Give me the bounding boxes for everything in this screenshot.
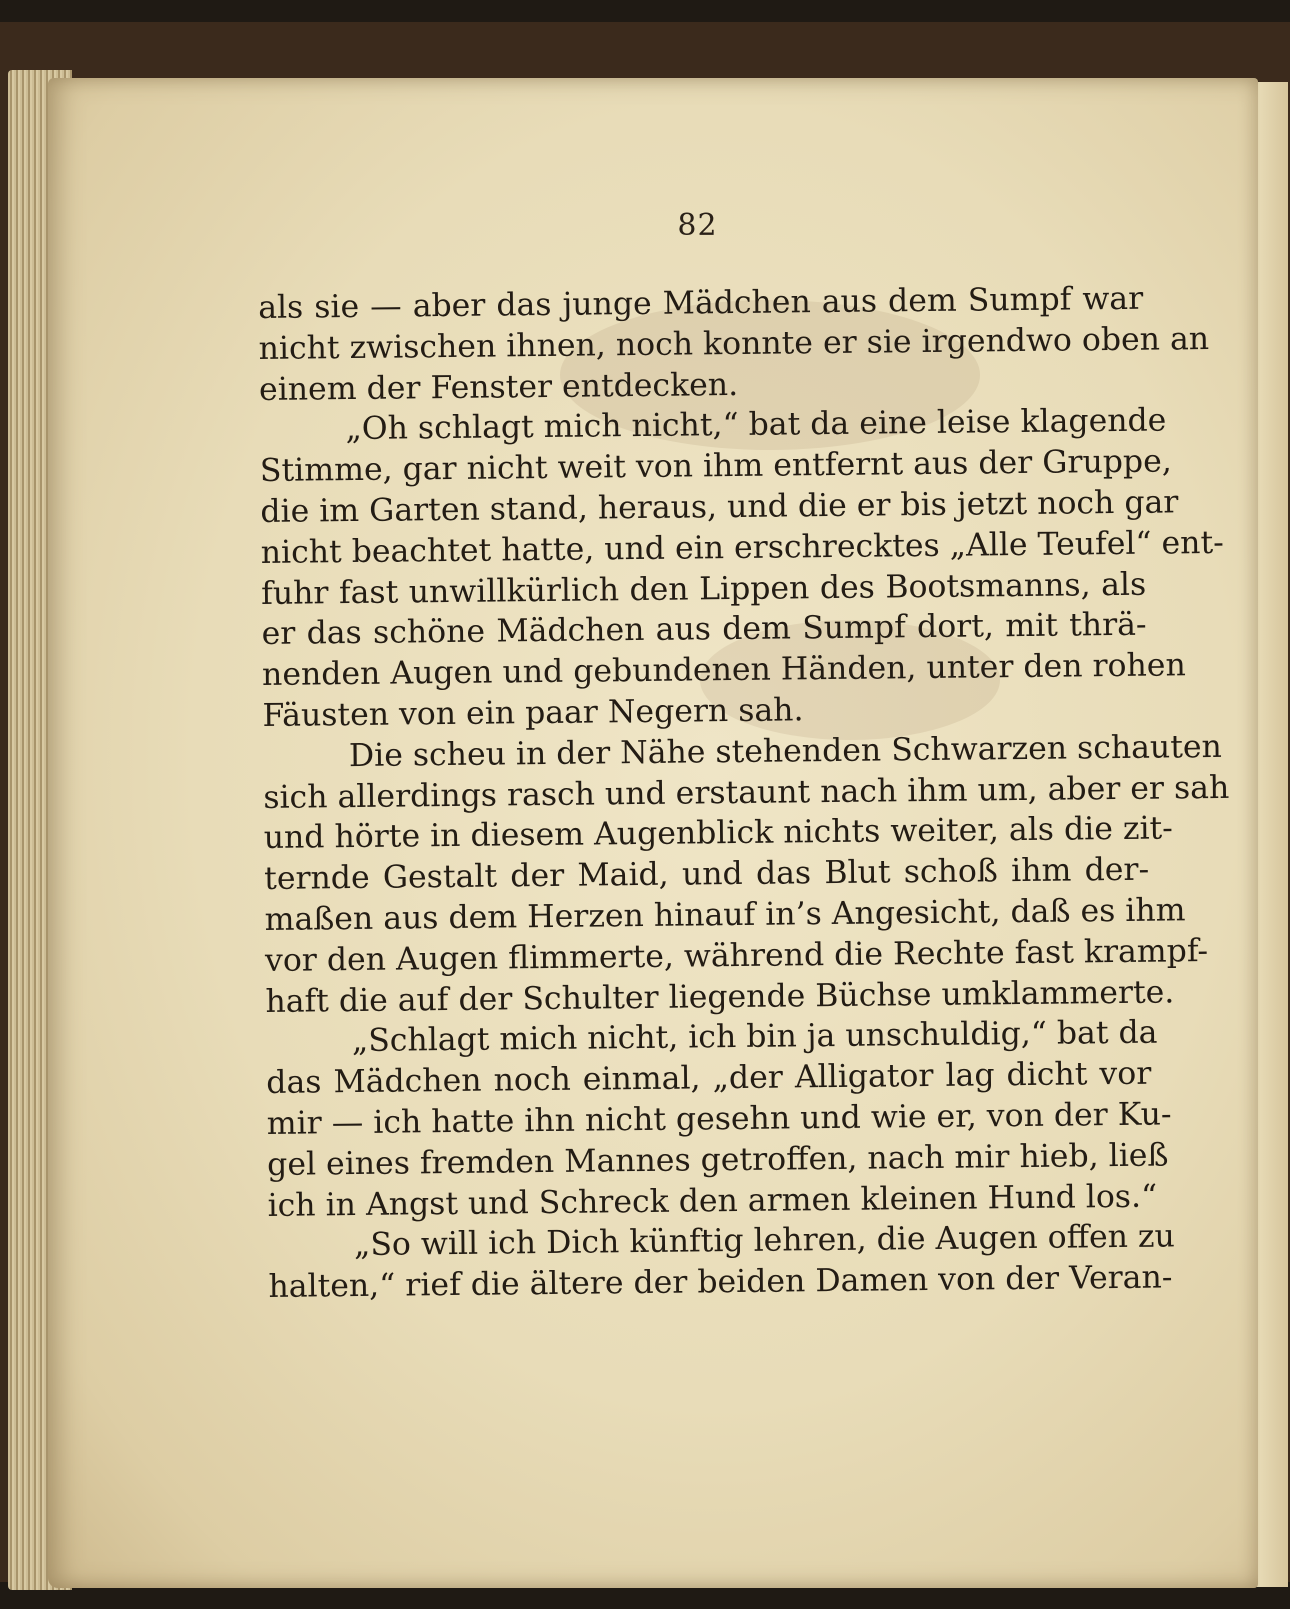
text-line: fuhr fast unwillkürlich den Lippen des Bootsmanns, als bbox=[261, 566, 1147, 612]
text-line: nicht beachtet hatte, und ein erschrecktes „Alle Teufel“ ent- bbox=[260, 524, 1224, 571]
text-line: mir — ich hatte ihn nicht gesehn und wie er, von der Ku- bbox=[266, 1096, 1172, 1142]
text-line: nicht zwischen ihnen, noch konnte er sie irgendwo oben an bbox=[258, 320, 1210, 367]
body-text bbox=[258, 279, 1230, 1308]
text-line: haft die auf der Schulter liegende Büchse umklammerte. bbox=[265, 973, 1175, 1020]
text-line: und hörte in diesem Augenblick nichts weiter, als die zit- bbox=[263, 810, 1174, 857]
text-line: Stimme, gar nicht weit von ihm entfernt aus der Gruppe, bbox=[259, 443, 1172, 490]
text-line: vor den Augen flimmerte, während die Rechte fast krampf- bbox=[264, 932, 1209, 979]
text-line: nenden Augen und gebundenen Händen, unter den rohen bbox=[261, 647, 1186, 694]
text-line: „Oh schlagt mich nicht,“ bat da eine leise klagende bbox=[345, 402, 1167, 448]
text-line: sich allerdings rasch und erstaunt nach ihm um, aber er sah bbox=[263, 769, 1230, 816]
text-line: das Mädchen noch einmal, „der Alligator lag dicht vor bbox=[266, 1055, 1152, 1102]
text-line: die im Garten stand, heraus, und die er bis jetzt noch gar bbox=[260, 484, 1179, 530]
text-line: „So will ich Dich künftig lehren, die Augen offen zu bbox=[353, 1218, 1176, 1264]
text-line: Fäusten von ein paar Negern sah. bbox=[262, 692, 804, 734]
text-line: Die scheu in der Nähe stehenden Schwarzen schauten bbox=[348, 728, 1222, 774]
text-line: gel eines fremden Mannes getroffen, nach mir hieb, ließ bbox=[266, 1137, 1169, 1183]
text-line: halten,“ rief die ältere der beiden Damen von der Veran- bbox=[268, 1259, 1173, 1306]
text-line: ich in Angst und Schreck den armen kleinen Hund los.“ bbox=[267, 1178, 1158, 1224]
text-line: er das schöne Mädchen aus dem Sumpf dort, mit thrä- bbox=[261, 607, 1147, 653]
page-number: 82 bbox=[677, 208, 718, 243]
text-line: einem der Fenster entdecken. bbox=[258, 366, 739, 408]
text-line: maßen aus dem Herzen hinauf in’s Angesicht, daß es ihm bbox=[264, 892, 1186, 938]
text-line: als sie — aber das junge Mädchen aus dem Sumpf war bbox=[258, 280, 1144, 326]
text-line: „Schlagt mich nicht, ich bin ja unschuldig,“ bat da bbox=[351, 1014, 1158, 1060]
text-line: ternde Gestalt der Maid, und das Blut schoß ihm der- bbox=[264, 851, 1150, 898]
